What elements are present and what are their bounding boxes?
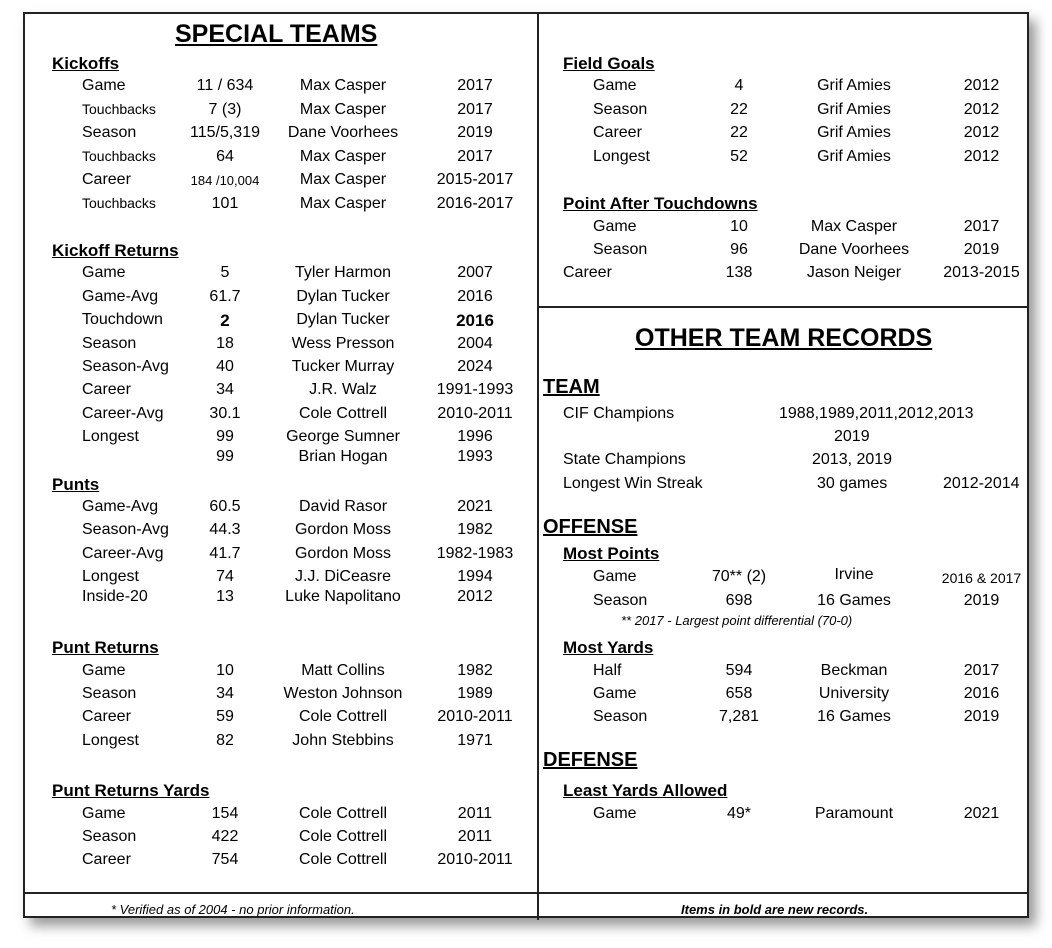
row-holder: Max Casper	[299, 101, 387, 118]
row-label: Career	[593, 124, 642, 141]
table-row	[539, 264, 1027, 286]
row-label: Season	[82, 335, 137, 352]
punt-returns-heading: Punt Returns	[52, 638, 159, 657]
kickoff-returns-heading: Kickoff Returns	[52, 241, 179, 260]
row-year: 2012	[963, 101, 1000, 118]
row-holder: Max Casper	[299, 171, 387, 188]
row-year: 2012-2014	[943, 475, 1020, 492]
row-year: 2012	[457, 588, 493, 605]
other-records-title: OTHER TEAM RECORDS	[635, 324, 933, 352]
row-year: 2021	[457, 498, 493, 515]
row-holder: Dane Voorhees	[287, 124, 399, 141]
table-row	[25, 77, 537, 99]
row-label: Touchbacks	[82, 148, 156, 164]
table-row	[539, 592, 1027, 614]
table-row	[539, 662, 1027, 684]
row-value: 422	[211, 828, 239, 845]
row-holder: Grif Amies	[817, 101, 891, 118]
row-holder: Max Casper	[299, 195, 387, 212]
row-value: 22	[730, 101, 748, 118]
row-label: Season	[82, 124, 137, 141]
row-value: 34	[216, 381, 234, 398]
row-holder: Tucker Murray	[291, 358, 395, 375]
punts-heading: Punts	[52, 475, 100, 494]
row-holder: Gordon Moss	[294, 521, 392, 538]
row-holder: Weston Johnson	[283, 685, 403, 702]
table-row	[539, 124, 1027, 146]
table-row	[25, 195, 537, 217]
table-row	[25, 358, 537, 380]
row-value: 30.1	[209, 405, 241, 422]
row-holder: Grif Amies	[817, 124, 891, 141]
row-value: 10	[216, 662, 234, 679]
row-year: 1982	[457, 662, 493, 679]
row-value: 5	[220, 264, 230, 281]
most-points-heading: Most Points	[563, 544, 660, 563]
team-heading: TEAM	[543, 376, 600, 398]
row-label: CIF Champions	[563, 405, 675, 422]
offense-heading: OFFENSE	[543, 516, 638, 538]
table-row	[539, 218, 1027, 240]
table-row	[25, 732, 537, 754]
table-row	[539, 708, 1027, 730]
row-value: 754	[211, 851, 239, 868]
row-label: Career-Avg	[82, 405, 164, 422]
row-holder: Cole Cottrell	[298, 828, 388, 845]
row-value: 4	[734, 77, 744, 94]
row-year: 1993	[457, 448, 493, 465]
table-row	[539, 241, 1027, 263]
table-row	[25, 851, 537, 873]
row-value: 2013, 2019	[812, 451, 893, 468]
section-divider	[538, 306, 1028, 308]
table-row	[25, 381, 537, 403]
most-yards-heading: Most Yards	[563, 638, 654, 657]
row-holder: Max Casper	[299, 77, 387, 94]
row-value: 138	[725, 264, 753, 281]
row-holder: Grif Amies	[817, 77, 891, 94]
table-row	[25, 335, 537, 357]
row-holder: J.J. DiCeasre	[294, 568, 392, 585]
table-row	[25, 805, 537, 827]
footer-divider	[25, 892, 1027, 894]
row-label: State Champions	[563, 451, 686, 468]
row-value: 11 / 634	[196, 77, 254, 94]
row-year: 2016	[457, 288, 493, 305]
row-value: 41.7	[209, 545, 241, 562]
row-holder: Jason Neiger	[806, 264, 902, 281]
row-year: 2004	[457, 335, 493, 352]
row-label: Game-Avg	[82, 498, 159, 515]
kickoffs-heading: Kickoffs	[52, 54, 120, 73]
row-label: Game	[593, 685, 637, 702]
row-holder: George Sumner	[286, 428, 400, 445]
row-label: Half	[593, 662, 622, 679]
row-value: 1988,1989,2011,2012,2013	[779, 405, 974, 422]
row-holder: Wess Presson	[291, 335, 395, 352]
row-label: Game	[593, 77, 637, 94]
row-year: 2017	[457, 148, 493, 165]
row-year: 2016 & 2017	[941, 570, 1022, 586]
row-label: Inside-20	[82, 588, 148, 605]
row-value: 115/5,319	[190, 124, 260, 141]
row-holder: Grif Amies	[817, 148, 891, 165]
row-value: 70** (2)	[711, 568, 767, 585]
row-label: Career	[82, 708, 131, 725]
row-year: 1996	[457, 428, 493, 445]
row-opponent: Beckman	[820, 662, 888, 679]
table-row	[25, 568, 537, 590]
row-year: 1991-1993	[436, 381, 514, 398]
row-year: 2010-2011	[437, 851, 513, 868]
row-value: 60.5	[209, 498, 241, 515]
row-year: 2016	[963, 685, 1000, 702]
row-year: 2007	[457, 264, 493, 281]
row-holder: Gordon Moss	[294, 545, 392, 562]
row-holder: John Stebbins	[292, 732, 394, 749]
table-row	[25, 498, 537, 520]
row-value: 698	[725, 592, 753, 609]
table-row	[25, 405, 537, 427]
row-value: 13	[216, 588, 234, 605]
row-holder: Brian Hogan	[298, 448, 388, 465]
table-row	[25, 264, 537, 286]
table-row	[25, 662, 537, 684]
least-yards-heading: Least Yards Allowed	[563, 781, 728, 800]
table-row	[539, 101, 1027, 123]
table-row	[25, 428, 537, 450]
row-value: 82	[216, 732, 234, 749]
row-label: Game	[593, 218, 637, 235]
row-year: 2011	[457, 805, 493, 822]
row-value: 74	[216, 568, 234, 585]
row-year: 2017	[457, 77, 493, 94]
row-opponent: Paramount	[814, 805, 894, 822]
row-year: 2015-2017	[436, 171, 514, 188]
row-year: 2021	[963, 805, 1000, 822]
table-row	[539, 805, 1027, 827]
row-label: Season	[593, 101, 648, 118]
row-year: 1982	[457, 521, 493, 538]
row-value: 99	[216, 448, 234, 465]
row-holder: Cole Cottrell	[298, 708, 388, 725]
row-label: Longest	[82, 732, 139, 749]
table-row	[25, 828, 537, 850]
row-label: Career	[82, 381, 131, 398]
table-row	[539, 148, 1027, 170]
row-label: Season	[82, 828, 137, 845]
defense-heading: DEFENSE	[543, 749, 638, 771]
row-year: 1994	[457, 568, 493, 585]
row-year: 2012	[963, 77, 1000, 94]
row-year: 2011	[457, 828, 493, 845]
row-value: 34	[216, 685, 234, 702]
row-year: 1971	[457, 732, 493, 749]
table-row	[25, 288, 537, 310]
row-value: 594	[725, 662, 753, 679]
table-row	[25, 311, 537, 333]
verified-footnote: * Verified as of 2004 - no prior information.	[111, 902, 355, 917]
row-label: Career-Avg	[82, 545, 164, 562]
row-holder: Max Casper	[299, 148, 387, 165]
table-row	[539, 77, 1027, 99]
field-goals-heading: Field Goals	[563, 54, 655, 73]
table-row	[25, 521, 537, 543]
row-year: 2013-2015	[943, 264, 1020, 281]
row-year: 2019	[963, 241, 1000, 258]
row-value: 30 games	[817, 475, 888, 492]
row-label: Longest	[82, 428, 139, 445]
row-holder: Cole Cottrell	[298, 851, 388, 868]
row-value: 64	[216, 148, 234, 165]
row-year: 2019	[963, 592, 1000, 609]
row-value: 44.3	[209, 521, 241, 538]
row-label: Touchdown	[82, 311, 163, 328]
row-opponent: 16 Games	[817, 592, 891, 609]
row-label: Career	[82, 171, 131, 188]
row-label: Game	[82, 264, 126, 281]
row-holder: Cole Cottrell	[298, 405, 388, 422]
row-year: 1989	[457, 685, 493, 702]
row-opponent: University	[818, 685, 890, 702]
row-value: 154	[211, 805, 239, 822]
row-value: 7,281	[718, 708, 760, 725]
row-value: 61.7	[209, 288, 241, 305]
row-year: 1982-1983	[436, 545, 514, 562]
row-value: 2019	[834, 428, 870, 445]
row-holder: Cole Cottrell	[298, 805, 388, 822]
row-label: Longest	[593, 148, 650, 165]
row-year: 2019	[457, 124, 493, 141]
table-row	[25, 708, 537, 730]
row-label: Longest	[82, 568, 139, 585]
row-holder: J.R. Walz	[309, 381, 377, 398]
records-sheet	[23, 12, 1029, 918]
row-value: 49*	[726, 805, 752, 822]
row-year: 2017	[457, 101, 493, 118]
row-value: 99	[216, 428, 234, 445]
table-row	[25, 685, 537, 707]
row-value: 52	[730, 148, 748, 165]
special-teams-title: SPECIAL TEAMS	[175, 20, 378, 48]
row-year: 2019	[963, 708, 1000, 725]
row-holder: David Rasor	[298, 498, 388, 515]
row-label: Touchbacks	[82, 101, 156, 117]
row-value: 7 (3)	[208, 101, 242, 118]
row-label: Career	[563, 264, 612, 281]
row-label: Game	[593, 568, 637, 585]
table-row	[539, 405, 1027, 427]
row-value: 96	[730, 241, 748, 258]
table-row	[539, 685, 1027, 707]
row-holder: Matt Collins	[301, 662, 385, 679]
row-label: Season	[82, 685, 137, 702]
table-row	[25, 545, 537, 567]
table-row	[539, 428, 1027, 450]
row-year: 2017	[963, 662, 1000, 679]
row-label: Game	[593, 805, 637, 822]
table-row	[25, 171, 537, 193]
row-label: Season	[593, 592, 648, 609]
row-year: 2024	[457, 358, 493, 375]
row-value: 22	[730, 124, 748, 141]
row-value: 10	[730, 218, 748, 235]
row-year: 2010-2011	[437, 708, 513, 725]
row-label: Season	[593, 708, 648, 725]
row-value: 658	[725, 685, 753, 702]
row-year: 2010-2011	[437, 405, 513, 422]
row-year: 2012	[963, 124, 1000, 141]
row-opponent: 16 Games	[817, 708, 891, 725]
row-label: Season	[593, 241, 648, 258]
table-row	[539, 475, 1027, 497]
row-label: Career	[82, 851, 131, 868]
new-records-footnote: Items in bold are new records.	[681, 902, 869, 917]
row-holder: Max Casper	[810, 218, 898, 235]
row-year: 2016-2017	[436, 195, 514, 212]
row-label: Season-Avg	[82, 521, 169, 538]
row-year-new-record: 2016	[456, 311, 494, 330]
row-value: 59	[216, 708, 234, 725]
pat-heading: Point After Touchdowns	[563, 194, 758, 213]
point-differential-note: ** 2017 - Largest point differential (70-0)	[621, 613, 853, 628]
row-label: Longest Win Streak	[563, 475, 703, 492]
table-row	[25, 588, 537, 610]
row-holder: Luke Napolitano	[285, 588, 401, 605]
table-row	[25, 124, 537, 146]
row-holder: Dane Voorhees	[798, 241, 910, 258]
row-label: Season-Avg	[82, 358, 169, 375]
table-row	[25, 101, 537, 123]
table-row	[539, 568, 1027, 590]
punt-returns-yards-heading: Punt Returns Yards	[52, 781, 210, 800]
row-holder: Dylan Tucker	[296, 288, 390, 305]
row-opponent: Irvine	[834, 566, 874, 583]
row-value: 18	[216, 335, 234, 352]
row-label: Game-Avg	[82, 288, 159, 305]
row-value: 40	[216, 358, 234, 375]
row-label: Touchbacks	[82, 195, 156, 211]
table-row	[25, 448, 537, 470]
row-year: 2012	[963, 148, 1000, 165]
row-label: Game	[82, 805, 126, 822]
row-value: 184 /10,004	[190, 173, 260, 188]
row-label: Game	[82, 77, 126, 94]
row-year: 2017	[963, 218, 1000, 235]
row-holder: Tyler Harmon	[294, 264, 392, 281]
table-row	[25, 148, 537, 170]
row-label: Game	[82, 662, 126, 679]
row-value-new-record: 2	[220, 311, 230, 330]
row-value: 101	[211, 195, 239, 212]
row-holder: Dylan Tucker	[296, 311, 390, 328]
table-row	[539, 451, 1027, 473]
